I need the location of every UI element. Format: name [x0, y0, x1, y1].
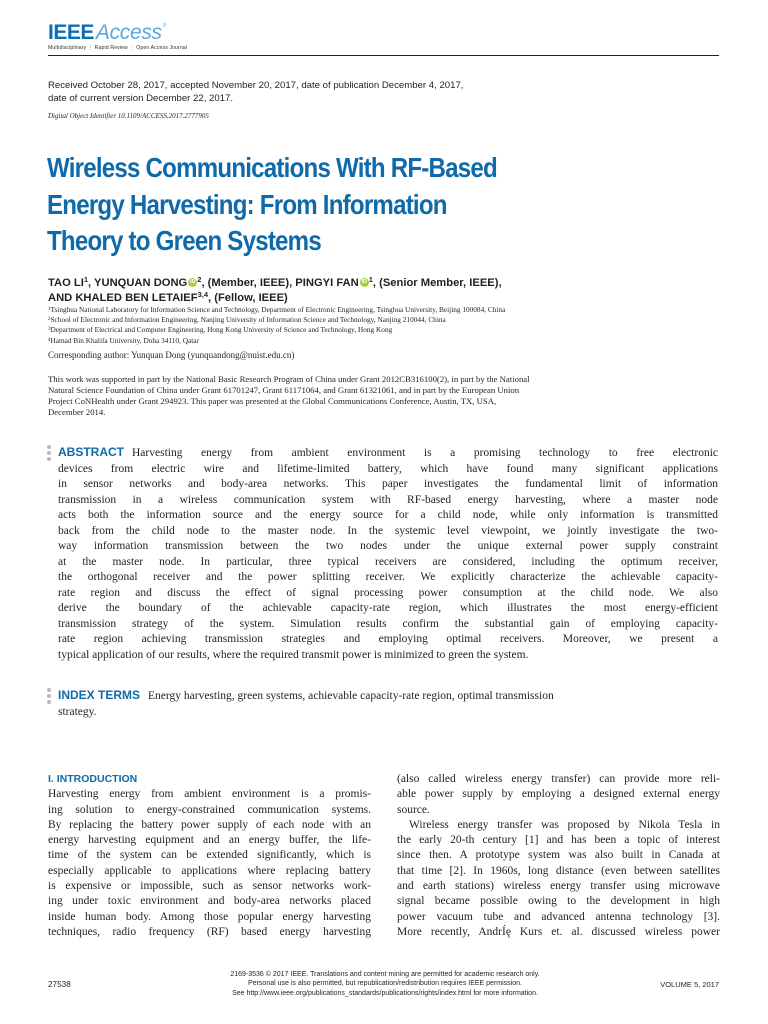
- affiliation-item: $^1$Tsinghua National Laboratory for Information Science and Technology, Department of Electronic Engineering, Tsinghua University, Beijing 100084, China: [48, 305, 506, 314]
- body-column-right: (also called wireless energy transfer) can provide more reli- able power supply by employing a designed external energy source. Wireless energy transfer was proposed by Nikola Tesla in the early 20-th century [1] and has been a topic of interest since then. A prototype system was also built in Canada at that time [2]. In 1960s, long distance (even between satellites and earth stations) wireless energy transfer using microwave signal became possible owing to the development in high power vacuum tube and advanced antenna technology [3]. More recently, AndrÍę Kurs et. al. discussed wireless power: [397, 773, 720, 938]
- license-notice: 2169-3536 © 2017 IEEE. Translations and content mining are permitted for academic research only. Personal use is also permitted, but republication/redistribution requires IEEE permission. See http://www.ieee.org/publications_standards/publications/rights/index.html for more information.: [190, 970, 580, 998]
- abstract-heading: ABSTRACT: [58, 445, 124, 459]
- author-role: , (Senior Member, IEEE),: [372, 277, 502, 289]
- page-number: 27538: [48, 980, 71, 989]
- journal-logo: [48, 22, 187, 51]
- funding-note: This work was supported in part by the National Basic Research Program of China under Grant 2012CB316100(2), in part by the National Natural Science Foundation of China under Grant 61701247, Grant 61171064, and Grant 61321061, and in part by the European Union Project CoNHealth under Grant 294923. This paper was presented at the Global Communications Conference, Austin, TX, USA, December 2014.: [48, 374, 530, 417]
- index-terms-marker-icon: [47, 688, 52, 706]
- author-name: , (Member, IEEE), PINGYI FAN: [201, 277, 359, 289]
- received-dates: Received October 28, 2017, accepted November 20, 2017, date of publication December 4, 2017, date of current version December 22, 2017.: [48, 80, 464, 104]
- orcid-icon[interactable]: iD: [190, 279, 196, 285]
- logo-tagline: Multidisciplinary ⋮ Rapid Review ⋮ Open Access Journal: [48, 45, 188, 51]
- affiliation-item: $^4$Hamad Bin Khalifa University, Doha 34110, Qatar: [48, 335, 199, 345]
- volume-info: VOLUME 5, 2017: [660, 980, 719, 989]
- author-role: , (Fellow, IEEE): [208, 291, 288, 304]
- abstract-marker-icon: [47, 445, 52, 463]
- author-name: , YUNQUAN DONG: [88, 277, 188, 289]
- paper-title: [47, 150, 529, 260]
- index-terms-heading: INDEX TERMS: [58, 688, 141, 702]
- index-terms: INDEX TERMS Energy harvesting, green systems, achievable capacity-rate region, optimal transmission strategy.: [58, 688, 554, 718]
- author-name: AND KHALED BEN LETAIEF: [48, 291, 198, 304]
- affiliation-item: $^2$School of Electronic and Information Engineering, Nanjing University of Information Science and Technology, Nanjing 210044, China: [48, 315, 446, 325]
- logo-ieee-text: IEEE: [48, 21, 94, 44]
- affiliations: [48, 305, 505, 346]
- section-heading: I. INTRODUCTION: [48, 773, 138, 785]
- header-divider: [48, 55, 719, 56]
- author-name: TAO LI: [48, 277, 84, 289]
- affiliation-item: $^3$Department of Electrical and Computer Engineering, Hong Kong University of Science and Technology, Hong Kong: [48, 325, 393, 335]
- doi: Digital Object Identifier 10.1109/ACCESS.2017.2777905: [48, 112, 209, 120]
- corresponding-author: Corresponding author: Yunquan Dong (yunquandong@nuist.edu.cn): [48, 350, 295, 360]
- body-column-left: I. INTRODUCTION Harvesting energy from ambient environment is a promis- ing solution to energy-constrained communication systems. By replacing the battery power supply of each node with an energy harvesting equipment and an energy buffer, the life- time of the system can be extended significantly, which is especially applicable to applications where replacing battery is expensive or impossible, such as sensor networks work- ing under toxic environment and body-area networks placed inside human body. Among those popular energy harvesting techniques, radio frequency (RF) based energy harvesting: [48, 773, 371, 938]
- title-line: Energy Harvesting: From Information: [47, 188, 447, 220]
- rights-link[interactable]: See http://www.ieee.org/publications_standards/publications/rights/index.html for more information.: [232, 989, 538, 997]
- abstract: ABSTRACT Harvesting energy from ambient environment is a promising technology to free electronic devices from electric wire and lifetime-limited battery, which have found many significant applications in sensor networks and body-area networks. This paper investigates the fundamental limit of information transmission in a wireless communication system with RF-based energy harvesting, where a master node acts both the information source and the energy source for a child node, while only information is transmitted back from the child node to the master node. In the systemic level viewpoint, we jointly investigate the two- way information transmission between the two nodes under the unique external power supply constraint at the master node. In particular, three typical receivers are considered, including the optimum receiver, the orthogonal receiver and the power splitting receiver. We explicitly characterize the achievable capacity- rate region and discuss the effect of signal processing power consumption at the child node. We also derive the boundary of the achievable capacity-rate region, which illustrates the most energy-efficient transmission strategy of the system. Simulation results confirm the substantial gain of employing capacity- rate region achieving transmission strategies and employing optimal receivers. Moreover, we present a typical application of our results, where the required transmit power is minimized to green the system.: [58, 445, 718, 661]
- title-line: Wireless Communications With RF-Based: [47, 152, 497, 183]
- title-line: Theory to Green Systems: [47, 225, 321, 256]
- logo-trademark: ®: [162, 23, 167, 29]
- author-list: TAO $LI^1$, YUNQUAN DONG iD $^2$, (Member, IEEE), PINGYI FAN iD $^1$, (Senior Member, IEEE), AND KHALED BEN LETAIEF$^{3,4}$, (Fellow, IEEE): [48, 275, 502, 304]
- logo-access-text: Access: [95, 21, 162, 44]
- orcid-icon[interactable]: iD: [361, 279, 367, 285]
